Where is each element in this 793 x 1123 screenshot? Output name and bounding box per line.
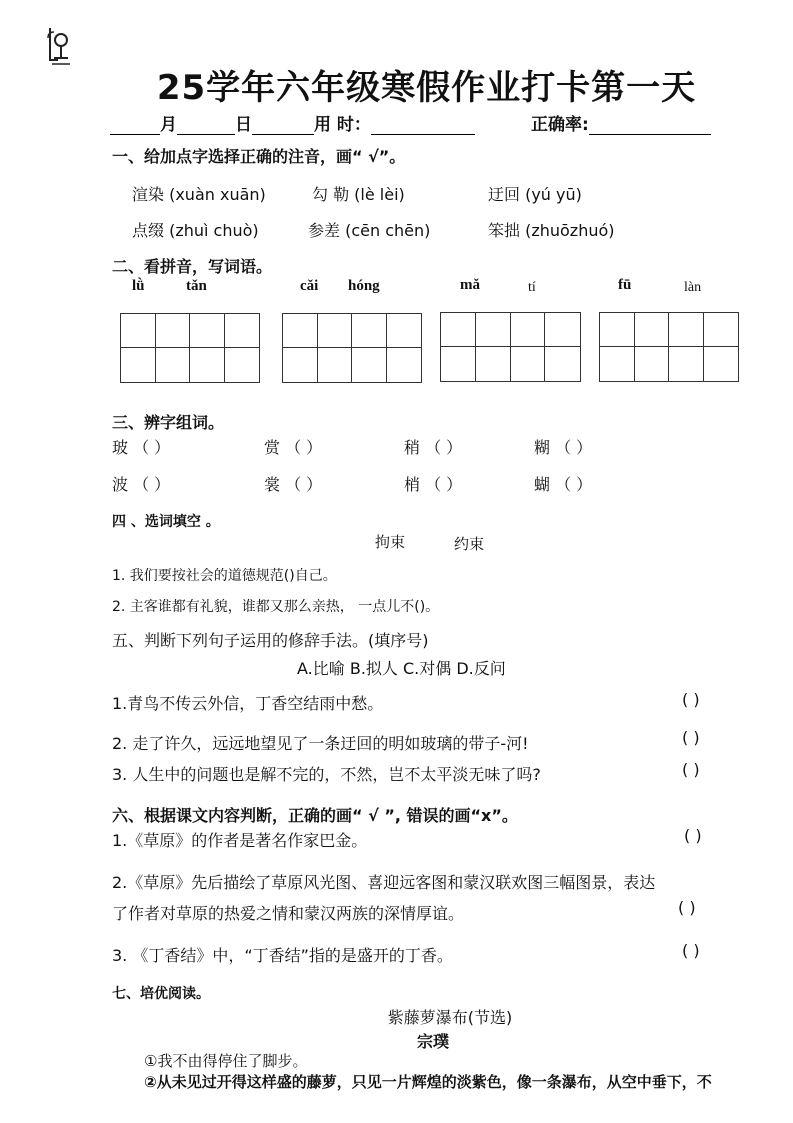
pinyin-3b: tí	[528, 280, 536, 295]
s4-question-1[interactable]: 1. 我们要按社会的道德规范()自己。	[112, 568, 337, 584]
s1-item-4[interactable]: 点缀 (zhuì chuò)	[132, 221, 259, 240]
article-author: 宗璞	[416, 1032, 449, 1051]
section4-heading: 四 、选词填空 。	[112, 514, 220, 530]
s5-answer-2[interactable]: ( )	[682, 728, 700, 747]
month-label: 月	[160, 115, 177, 135]
writing-grid-3[interactable]	[440, 312, 581, 382]
s5-answer-1[interactable]: ( )	[682, 690, 700, 709]
s4-option-1: 拘束	[375, 533, 406, 551]
page-title: 25学年六年级寒假作业打卡第一天	[156, 68, 697, 108]
time-label: 用 时：	[314, 115, 371, 135]
section7-heading: 七、培优阅读。	[112, 986, 210, 1002]
s1-item-5[interactable]: 参差 (cēn chēn)	[308, 221, 431, 240]
writing-grid-1[interactable]	[120, 313, 260, 383]
pinyin-4b: làn	[684, 280, 702, 295]
s3-r1-4[interactable]: 糊 （ ）	[534, 438, 593, 457]
s3-r1-2[interactable]: 赏 （ ）	[264, 438, 323, 457]
section6-heading: 六、根据课文内容判断，正确的画“ √ ”, 错误的画“x”。	[112, 806, 518, 825]
accuracy-blank[interactable]	[589, 116, 711, 135]
writing-grid-2[interactable]	[282, 313, 422, 383]
s1-item-3[interactable]: 迂回 (yú yū)	[488, 185, 582, 204]
date-time-line	[110, 110, 475, 135]
s1-item-2[interactable]: 勾 勒 (lè lèi)	[312, 185, 405, 204]
pinyin-1a: lǜ	[132, 278, 145, 294]
month-blank[interactable]	[110, 116, 160, 135]
s5-question-1: 1.青鸟不传云外信，丁香空结雨中愁。	[112, 694, 384, 713]
day-blank[interactable]	[177, 116, 235, 135]
section1-heading: 一、给加点字选择正确的注音，画“ √”。	[112, 147, 406, 166]
day-label: 日	[235, 115, 252, 135]
s1-item-1[interactable]: 渲染 (xuàn xuān)	[132, 185, 266, 204]
time-blank[interactable]	[371, 116, 475, 135]
s4-option-2: 约束	[454, 535, 485, 553]
article-para-1: ①我不由得停住了脚步。	[144, 1052, 308, 1070]
s6-question-2-line2: 了作者对草原的热爱之情和蒙汉两族的深情厚谊。	[112, 904, 465, 923]
s3-r2-2[interactable]: 裳 （ ）	[264, 475, 323, 494]
pinyin-4a: fū	[618, 277, 632, 293]
s5-question-3: 3. 人生中的问题也是解不完的，不然，岂不太平淡无味了吗?	[112, 765, 541, 784]
s1-item-6[interactable]: 笨拙 (zhuōzhuó)	[488, 221, 615, 240]
section3-heading: 三、辨字组词。	[112, 413, 225, 432]
pinyin-1b: tǎn	[186, 278, 207, 294]
s5-choices: A.比喻 B.拟人 C.对偶 D.反问	[297, 659, 506, 678]
accuracy-line	[531, 110, 711, 135]
article-title: 紫藤萝瀑布(节选)	[387, 1008, 513, 1027]
section2-heading: 二、看拼音，写词语。	[112, 257, 273, 276]
s6-question-1: 1.《草原》的作者是著名作家巴金。	[112, 831, 368, 850]
s3-r2-4[interactable]: 蝴 （ ）	[534, 475, 593, 494]
pinyin-3a: mǎ	[460, 277, 480, 293]
s3-r1-1[interactable]: 玻 （ ）	[112, 438, 171, 457]
s6-answer-1[interactable]: ( )	[684, 826, 702, 845]
s6-question-2-line1: 2.《草原》先后描绘了草原风光图、喜迎远客图和蒙汉联欢图三幅图景，表达	[112, 873, 656, 892]
article-para-2: ②从未见过开得这样盛的藤萝，只见一片辉煌的淡紫色，像一条瀑布，从空中垂下，不	[144, 1073, 712, 1091]
s6-question-3: 3. 《丁香结》中，“丁香结”指的是盛开的丁香。	[112, 946, 453, 965]
s3-r1-3[interactable]: 稍 （ ）	[404, 438, 463, 457]
s5-question-2: 2. 走了许久，远远地望见了一条迂回的明如玻璃的带子-河!	[112, 734, 529, 753]
s6-answer-3[interactable]: ( )	[682, 941, 700, 960]
s3-r2-3[interactable]: 梢 （ ）	[404, 475, 463, 494]
writing-grid-4[interactable]	[599, 312, 739, 382]
s3-r2-1[interactable]: 波 （ ）	[112, 475, 171, 494]
accuracy-label: 正确率:	[531, 115, 589, 135]
s5-answer-3[interactable]: ( )	[682, 760, 700, 779]
section5-heading: 五、判断下列句子运用的修辞手法。(填序号)	[112, 631, 429, 650]
pinyin-2b: hóng	[348, 278, 380, 294]
day-after-blank[interactable]	[252, 116, 314, 135]
s4-question-2[interactable]: 2. 主客谁都有礼貌，谁都又那么亲热， 一点儿不()。	[112, 599, 440, 615]
pinyin-2a: cǎi	[300, 278, 319, 294]
s6-answer-2[interactable]: ( )	[678, 898, 696, 917]
